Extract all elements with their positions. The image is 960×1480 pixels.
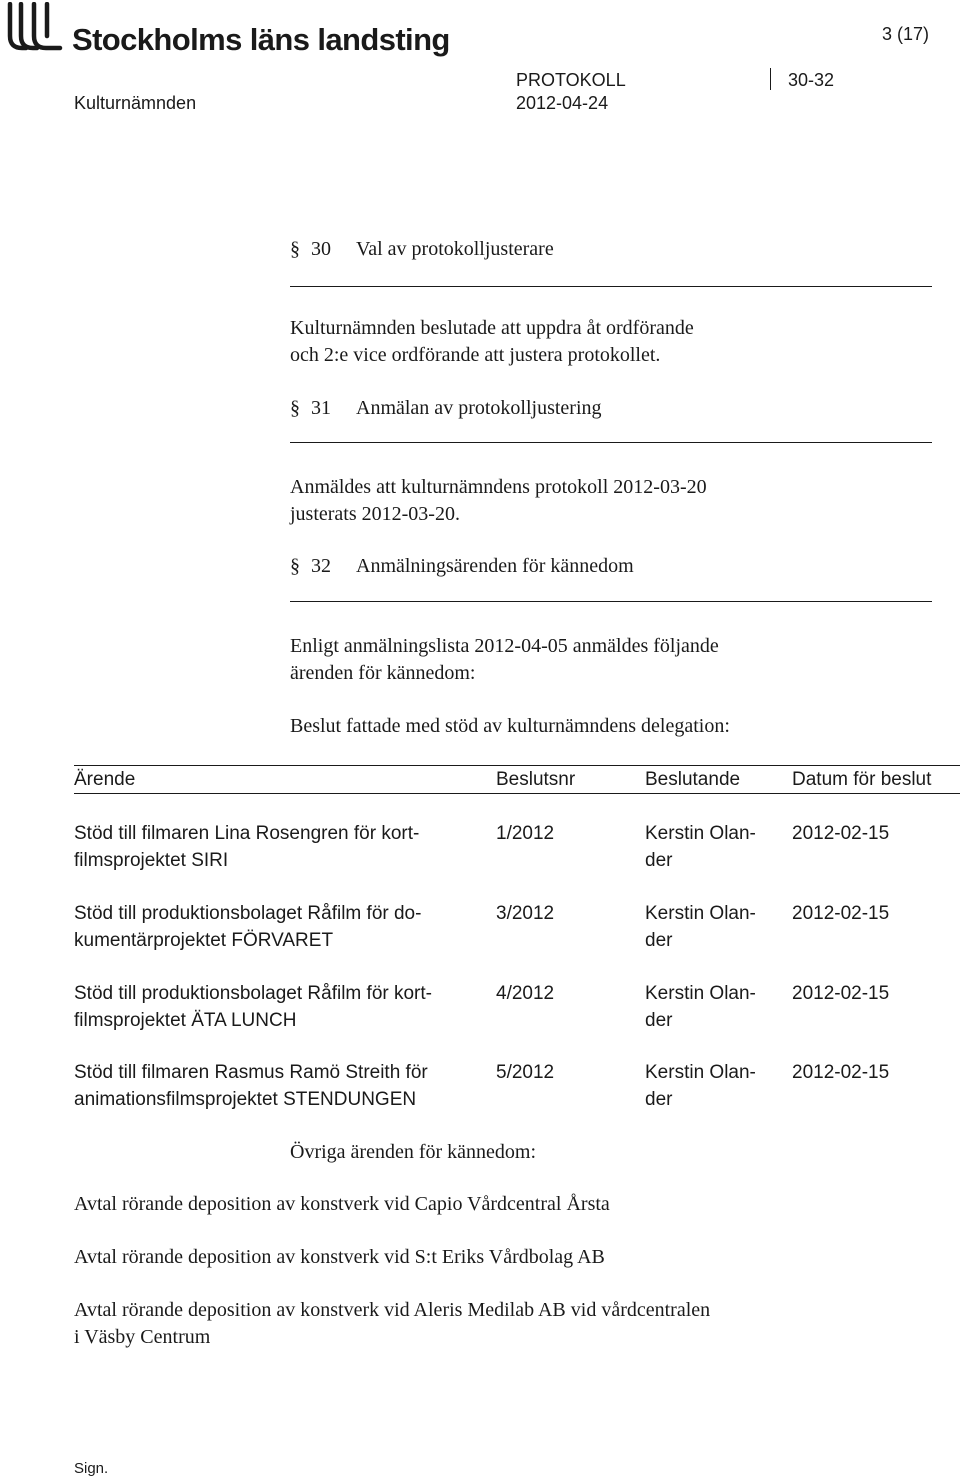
cell-arende-line: filmsprojektet ÄTA LUNCH xyxy=(74,1010,297,1031)
cell-datum: 2012-02-15 xyxy=(792,823,890,844)
section-symbol: § xyxy=(290,238,300,260)
cell-arende-line: animationsfilmsprojektet STENDUNGEN xyxy=(74,1089,417,1110)
table-header-rule-bottom xyxy=(74,793,960,794)
section-title: Anmälningsärenden för kännedom xyxy=(356,555,634,577)
logo xyxy=(4,2,464,60)
delegation-heading: Beslut fattade med stöd av kulturnämndens delegation: xyxy=(290,715,730,737)
table-header-beslutande: Beslutande xyxy=(645,769,741,790)
page-number: 3 (17) xyxy=(882,24,930,44)
table-header-rule-top xyxy=(74,765,960,766)
logo-icon xyxy=(4,2,66,54)
body-line: justerats 2012-03-20. xyxy=(290,503,460,525)
body-line: och 2:e vice ordförande att justera protokollet. xyxy=(290,344,661,366)
section-rule xyxy=(290,601,932,602)
section-symbol: § xyxy=(290,397,300,419)
list-item: Avtal rörande deposition av konstverk vid S:t Eriks Vårdbolag AB xyxy=(74,1246,605,1268)
section-heading xyxy=(290,236,930,263)
table-header-arende: Ärende xyxy=(74,769,136,790)
cell-arende-line: Stöd till filmaren Rasmus Ramö Streith för xyxy=(74,1062,428,1083)
list-item: Avtal rörande deposition av konstverk vid Capio Vårdcentral Årsta xyxy=(74,1193,610,1215)
doc-type: PROTOKOLL xyxy=(516,70,626,90)
section-heading xyxy=(290,395,930,422)
cell-arende-line: Stöd till filmaren Lina Rosengren för kort- xyxy=(74,823,420,844)
body-line: Anmäldes att kulturnämndens protokoll 2012-03-20 xyxy=(290,476,707,498)
cell-arende-line: kumentärprojektet FÖRVARET xyxy=(74,930,334,951)
cell-beslutande: Kerstin Olan- der xyxy=(645,1062,756,1110)
body-line: Enligt anmälningslista 2012-04-05 anmäldes följande xyxy=(290,635,719,657)
cell-arende-line: Stöd till produktionsbolaget Råfilm för kort- xyxy=(74,983,432,1004)
cell-datum: 2012-02-15 xyxy=(792,1062,890,1083)
cell-beslutsnr: 1/2012 xyxy=(496,823,555,844)
section-rule xyxy=(290,286,932,287)
meeting-date: 2012-04-24 xyxy=(516,93,609,113)
cell-beslutande: Kerstin Olan- der xyxy=(645,903,756,951)
cell-beslutande: Kerstin Olan- der xyxy=(645,823,756,871)
table-header-beslutsnr: Beslutsnr xyxy=(496,769,576,790)
section-title: Val av protokolljusterare xyxy=(356,238,554,260)
sign-label: Sign. xyxy=(74,1460,109,1477)
committee-name: Kulturnämnden xyxy=(74,93,197,113)
section-body xyxy=(290,474,930,528)
section-rule xyxy=(290,442,932,443)
section-title: Anmälan av protokolljustering xyxy=(356,397,602,419)
section-heading xyxy=(290,553,930,580)
body-line: ärenden för kännedom: xyxy=(290,662,476,684)
section-number: 32 xyxy=(311,555,331,577)
cell-arende-line: Stöd till produktionsbolaget Råfilm för do- xyxy=(74,903,422,924)
section-symbol: § xyxy=(290,555,300,577)
cell-beslutsnr: 5/2012 xyxy=(496,1062,555,1083)
section-number: 31 xyxy=(311,397,331,419)
list-item: Avtal rörande deposition av konstverk vid Aleris Medilab AB vid vårdcentralen i Väsby Centrum xyxy=(74,1299,711,1348)
cell-beslutsnr: 4/2012 xyxy=(496,983,555,1004)
cell-arende-line: filmsprojektet SIRI xyxy=(74,850,229,871)
cell-datum: 2012-02-15 xyxy=(792,983,890,1004)
section-body xyxy=(290,633,930,687)
cell-beslutande: Kerstin Olan- der xyxy=(645,983,756,1031)
header-divider xyxy=(770,68,771,90)
table-row xyxy=(74,900,484,954)
cell-beslutsnr: 3/2012 xyxy=(496,903,555,924)
table-row xyxy=(74,1059,484,1113)
table-row xyxy=(74,980,484,1034)
other-heading: Övriga ärenden för kännedom: xyxy=(290,1141,537,1163)
cell-datum: 2012-02-15 xyxy=(792,903,890,924)
section-body xyxy=(290,315,930,369)
table-row xyxy=(74,820,484,874)
body-line: Kulturnämnden beslutade att uppdra åt ordförande xyxy=(290,317,694,339)
paragraph-range: 30-32 xyxy=(788,70,835,90)
logo-text: Stockholms läns landsting xyxy=(72,22,450,57)
section-number: 30 xyxy=(311,238,331,260)
table-header-datum: Datum för beslut xyxy=(792,769,932,790)
